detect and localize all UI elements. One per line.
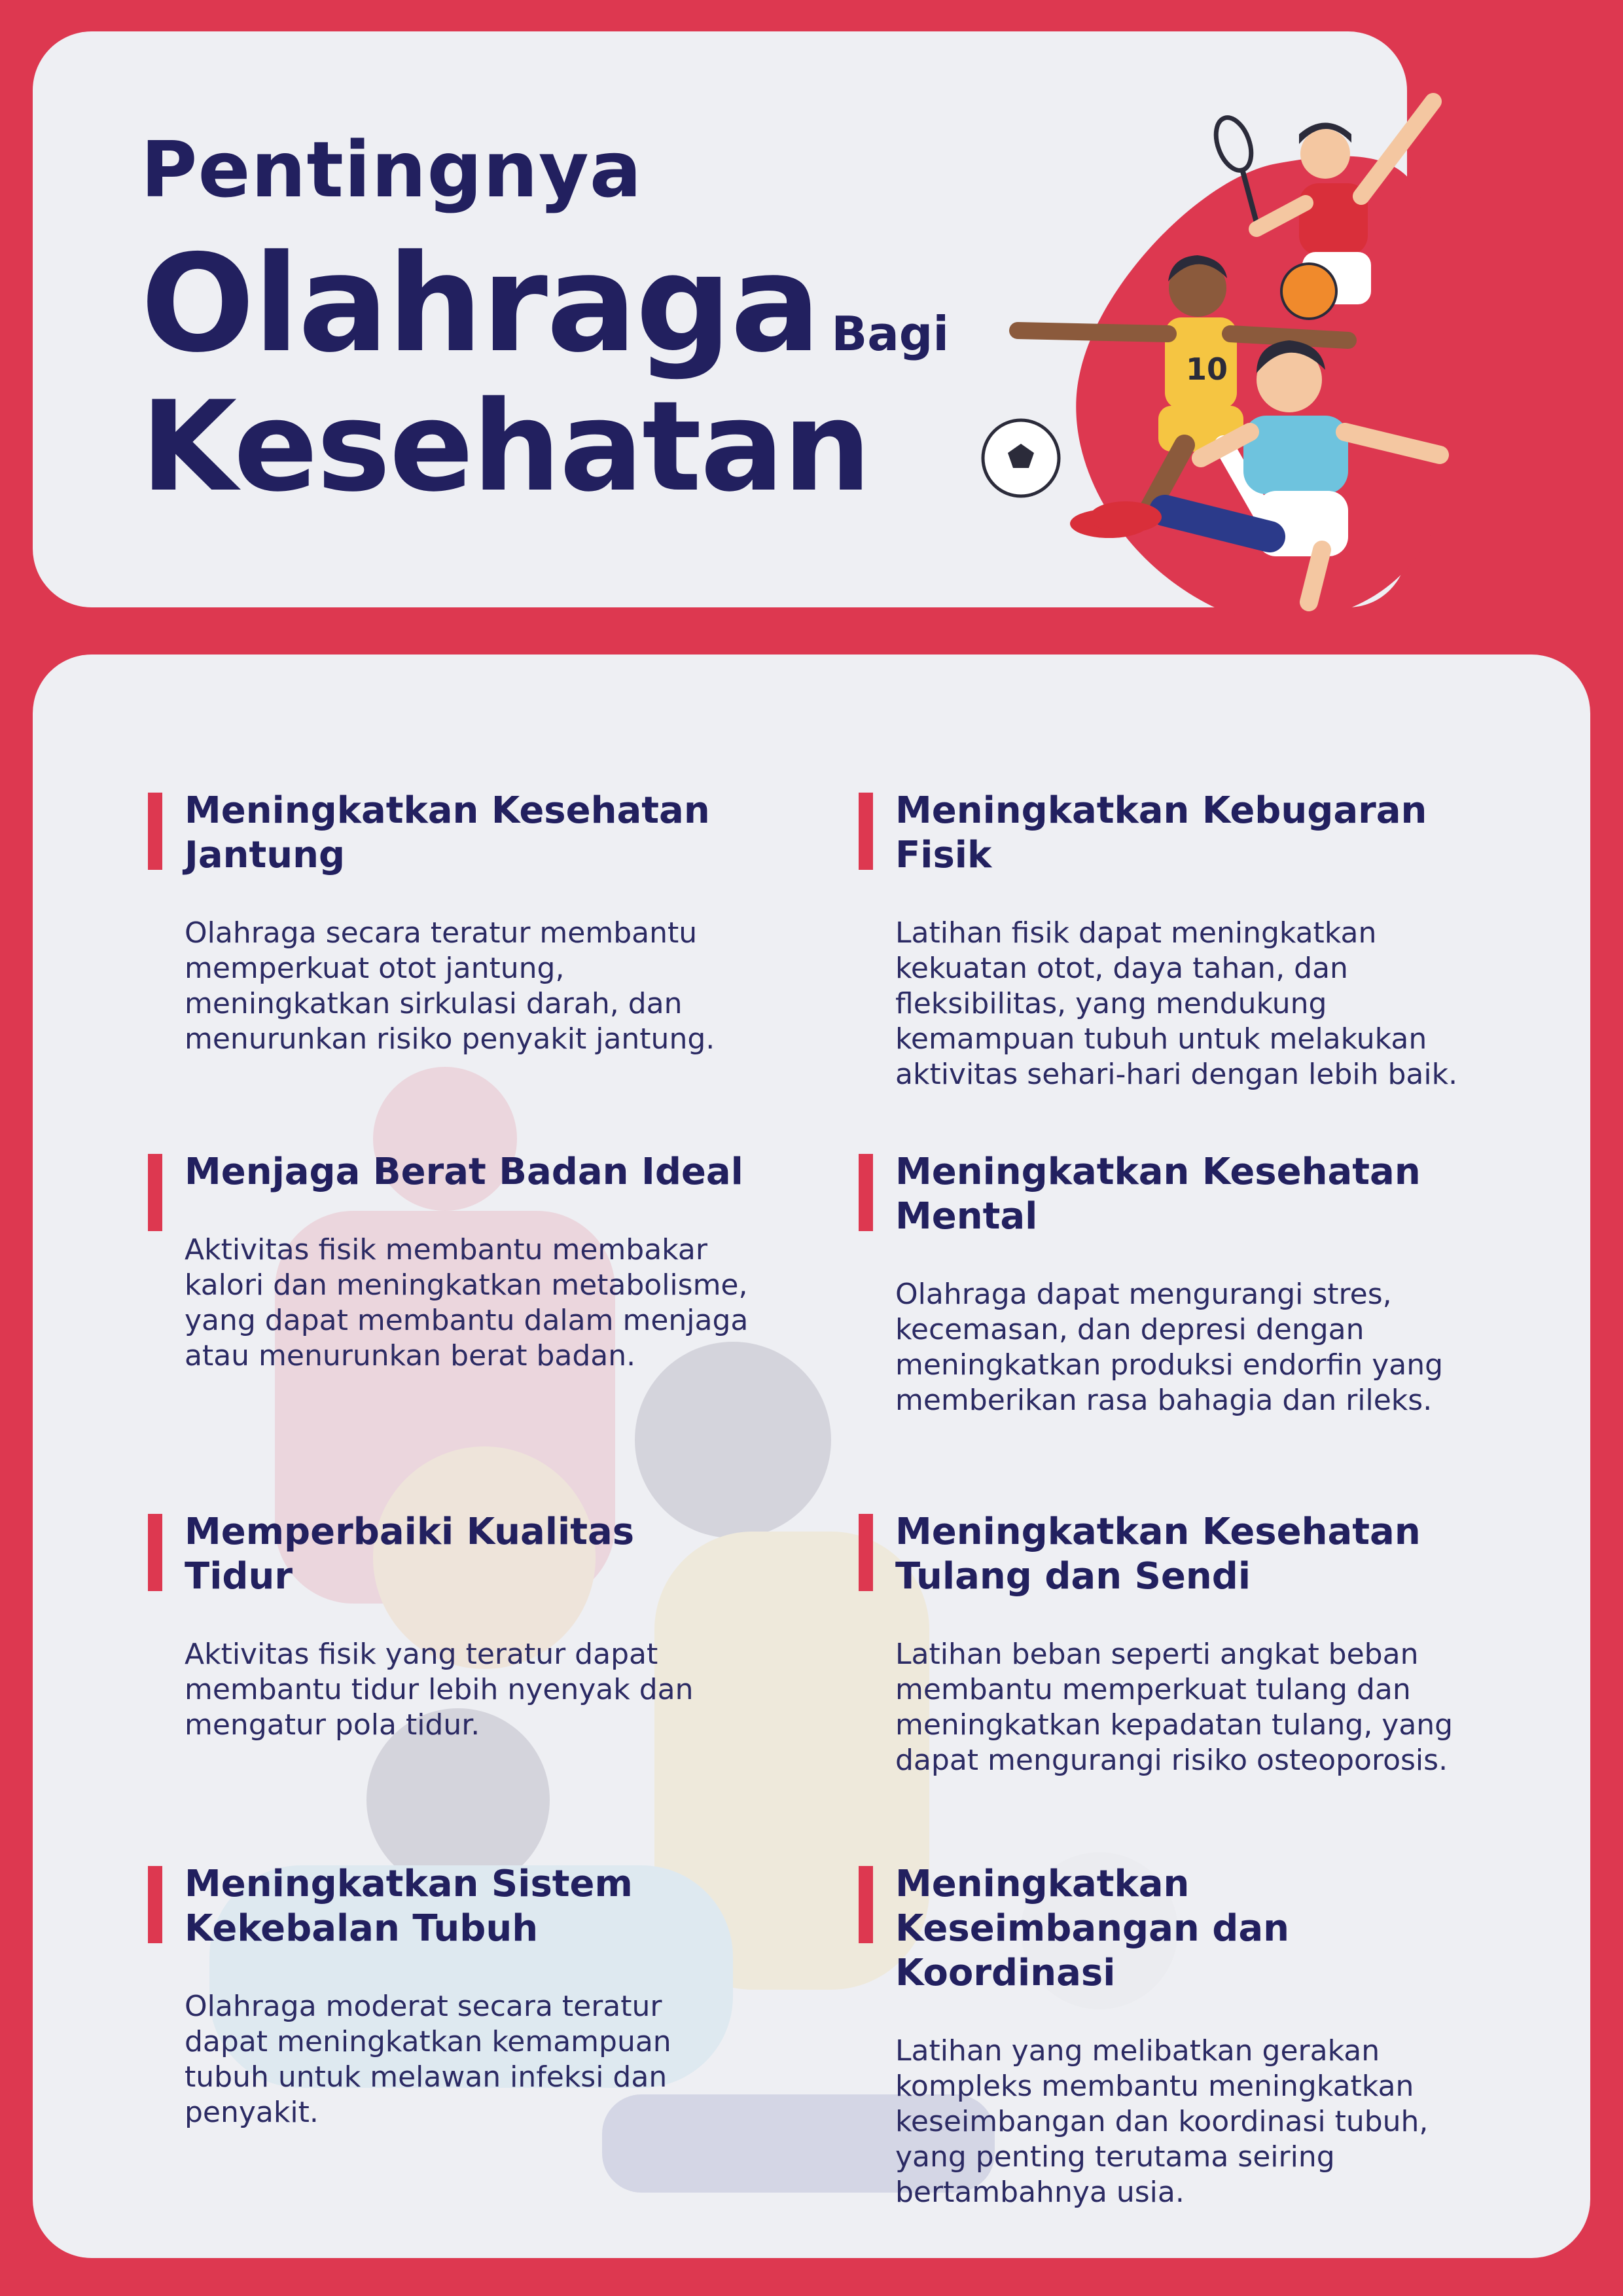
benefit-text: Olahraga dapat mengurangi stres, kecemasan, dan depresi dengan meningkatkan produksi endorfin yang memberikan rasa bahagia dan rileks. xyxy=(895,1278,1444,1417)
title-line-2 xyxy=(141,226,950,382)
accent-bar xyxy=(148,1866,162,1943)
benefit-heading: Memperbaiki Kualitas Tidur xyxy=(185,1511,635,1598)
benefit-heading: Meningkatkan Keseimbangan dan Koordinasi xyxy=(895,1863,1289,1994)
soccer-ball-icon xyxy=(983,420,1059,496)
accent-bar xyxy=(859,793,873,870)
benefit-card xyxy=(148,1510,750,1743)
jersey-number: 10 xyxy=(1186,351,1228,387)
benefit-card xyxy=(148,789,750,1057)
page-title xyxy=(141,124,950,519)
benefit-heading: Meningkatkan Kesehatan Jantung xyxy=(185,789,710,876)
benefit-heading: Meningkatkan Kesehatan Mental xyxy=(895,1151,1421,1238)
benefit-card xyxy=(859,1510,1461,1778)
benefit-card xyxy=(859,789,1461,1092)
benefit-text: Olahraga secara teratur membantu memperkuat otot jantung, meningkatkan sirkulasi darah, dan menurunkan risiko penyakit jantung. xyxy=(185,916,715,1056)
benefit-text: Latihan beban seperti angkat beban membantu memperkuat tulang dan meningkatkan kepadatan tulang, yang dapat mengurangi risiko osteoporosis. xyxy=(895,1638,1454,1777)
accent-bar xyxy=(148,1154,162,1231)
accent-bar xyxy=(859,1866,873,1943)
accent-bar xyxy=(148,793,162,870)
benefit-heading: Meningkatkan Sistem Kekebalan Tubuh xyxy=(185,1863,633,1950)
benefit-text: Aktivitas fisik yang teratur dapat membantu tidur lebih nyenyak dan mengatur pola tidur. xyxy=(185,1638,694,1742)
benefit-text: Latihan fisik dapat meningkatkan kekuatan otot, daya tahan, dan fleksibilitas, yang mendukung kemampuan tubuh untuk melakukan aktivitas sehari-hari dengan lebih baik. xyxy=(895,916,1458,1091)
title-olahraga: Olahraga xyxy=(141,226,820,382)
athletes-illustration xyxy=(969,65,1518,628)
basketball-icon xyxy=(1281,264,1336,319)
accent-bar xyxy=(859,1514,873,1591)
title-bagi: Bagi xyxy=(831,306,950,361)
benefit-text: Aktivitas fisik membantu membakar kalori dan meningkatkan metabolisme, yang dapat membantu dalam menjaga atau menurunkan berat badan. xyxy=(185,1233,749,1372)
benefit-text: Olahraga moderat secara teratur dapat meningkatkan kemampuan tubuh untuk melawan infeksi dan penyakit. xyxy=(185,1990,671,2129)
benefit-card xyxy=(859,1150,1461,1418)
title-line-3: Kesehatan xyxy=(141,374,870,519)
accent-strip xyxy=(105,607,757,655)
accent-bar xyxy=(148,1514,162,1591)
benefit-heading: Meningkatkan Kebugaran Fisik xyxy=(895,789,1427,876)
benefit-heading: Meningkatkan Kesehatan Tulang dan Sendi xyxy=(895,1511,1421,1598)
benefit-text: Latihan yang melibatkan gerakan kompleks membantu meningkatkan keseimbangan dan koordinasi tubuh, yang penting terutama seiring bertambahnya usia. xyxy=(895,2034,1429,2209)
benefit-card xyxy=(148,1150,750,1374)
benefit-card xyxy=(859,1862,1461,2210)
accent-bar xyxy=(859,1154,873,1231)
title-line-1: Pentingnya xyxy=(141,124,643,215)
benefit-card xyxy=(148,1862,750,2130)
benefit-heading: Menjaga Berat Badan Ideal xyxy=(185,1151,743,1193)
